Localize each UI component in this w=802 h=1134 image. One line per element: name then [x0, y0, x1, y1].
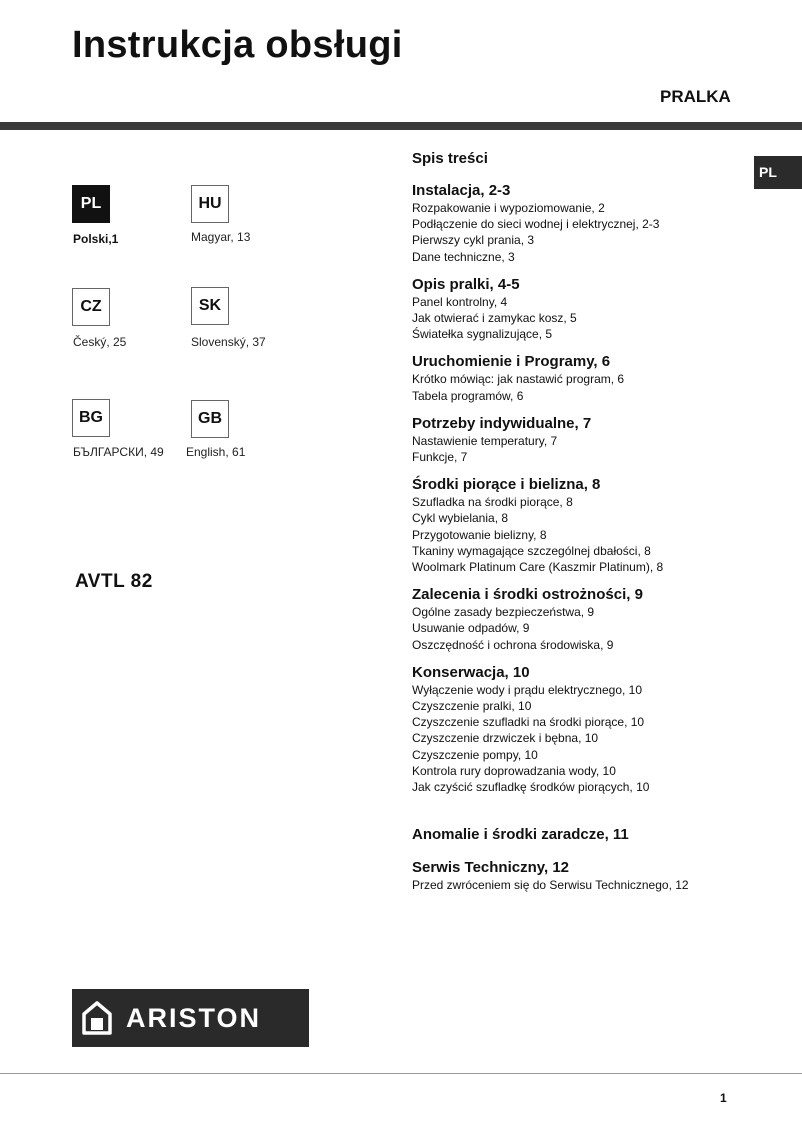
ariston-logo: [72, 989, 309, 1047]
toc-section-title[interactable]: Środki piorące i bielizna, 8: [412, 476, 601, 494]
toc-section-title[interactable]: Opis pralki, 4-5: [412, 275, 520, 293]
toc-section-title[interactable]: Anomalie i środki zaradcze, 11: [412, 826, 629, 844]
toc-item[interactable]: Panel kontrolny, 4: [412, 294, 508, 309]
page-number: 1: [720, 1091, 727, 1105]
home-icon: [82, 1001, 112, 1035]
table-of-contents: [412, 150, 792, 903]
toc-item[interactable]: Czyszczenie szufladki na środki piorące, 10: [412, 715, 645, 730]
lang-label-bg[interactable]: БЪЛГАРСКИ, 49: [73, 445, 164, 459]
toc-section: [412, 181, 792, 265]
toc-section-title[interactable]: Instalacja, 2-3: [412, 182, 511, 199]
lang-label-sk[interactable]: Slovenský, 37: [191, 335, 266, 349]
toc-item[interactable]: Wyłączenie wody i prądu elektrycznego, 10: [412, 682, 643, 697]
toc-item[interactable]: Czyszczenie pralki, 10: [412, 699, 532, 714]
lang-label-cz[interactable]: Český, 25: [73, 335, 127, 349]
toc-item[interactable]: Jak czyścić szufladkę środków piorących, 10: [412, 780, 650, 795]
toc-item[interactable]: Kontrola rury doprowadzania wody, 10: [412, 763, 616, 778]
lang-box-pl[interactable]: PL: [72, 185, 110, 223]
toc-section: [412, 475, 792, 575]
toc-item[interactable]: Woolmark Platinum Care (Kaszmir Platinum), 8: [412, 560, 664, 575]
toc-item[interactable]: Nastawienie temperatury, 7: [412, 433, 558, 448]
toc-item[interactable]: Podłączenie do sieci wodnej i elektrycznej, 2-3: [412, 217, 660, 232]
toc-item[interactable]: Czyszczenie pompy, 10: [412, 747, 538, 762]
toc-item[interactable]: Dane techniczne, 3: [412, 249, 515, 264]
lang-label-pl[interactable]: Polski,1: [73, 232, 119, 246]
toc-heading: Spis treści: [412, 150, 488, 167]
toc-item[interactable]: Światełka sygnalizujące, 5: [412, 327, 553, 342]
toc-section: [412, 414, 792, 465]
footer-divider: [0, 1073, 802, 1074]
toc-item[interactable]: Ogólne zasady bezpieczeństwa, 9: [412, 605, 595, 620]
toc-item[interactable]: Szufladka na środki piorące, 8: [412, 495, 573, 510]
toc-item[interactable]: Usuwanie odpadów, 9: [412, 621, 530, 636]
product-type: PRALKA: [660, 87, 731, 106]
toc-section-title[interactable]: Potrzeby indywidualne, 7: [412, 414, 592, 432]
model-name: AVTL 82: [75, 571, 153, 592]
toc-section: [412, 275, 792, 343]
lang-box-gb[interactable]: GB: [191, 400, 229, 438]
toc-item[interactable]: Krótko mówiąc: jak nastawić program, 6: [412, 372, 625, 387]
toc-item[interactable]: Funkcje, 7: [412, 450, 468, 465]
lang-label-hu[interactable]: Magyar, 13: [191, 230, 251, 244]
lang-box-hu[interactable]: HU: [191, 185, 229, 223]
document-title: Instrukcja obsługi: [72, 24, 403, 66]
toc-item[interactable]: Tkaniny wymagające szczególnej dbałości, 8: [412, 543, 651, 558]
toc-item[interactable]: Jak otwierać i zamykac kosz, 5: [412, 311, 577, 326]
toc-item[interactable]: Tabela programów, 6: [412, 388, 524, 403]
toc-section-title[interactable]: Zalecenia i środki ostrożności, 9: [412, 586, 643, 604]
toc-section: [412, 352, 792, 403]
language-tab: PL: [754, 156, 802, 189]
header-divider: [0, 122, 802, 130]
toc-section: [412, 825, 792, 844]
toc-section-title[interactable]: Serwis Techniczny, 12: [412, 859, 570, 877]
lang-label-gb[interactable]: English, 61: [186, 445, 246, 459]
toc-item[interactable]: Przygotowanie bielizny, 8: [412, 527, 547, 542]
lang-box-sk[interactable]: SK: [191, 287, 229, 325]
toc-item[interactable]: Czyszczenie drzwiczek i bębna, 10: [412, 731, 599, 746]
lang-box-cz[interactable]: CZ: [72, 288, 110, 326]
toc-section: [412, 858, 792, 893]
toc-item[interactable]: Oszczędność i ochrona środowiska, 9: [412, 637, 614, 652]
toc-section: [412, 663, 792, 795]
lang-box-bg[interactable]: BG: [72, 399, 110, 437]
toc-section-title[interactable]: Konserwacja, 10: [412, 663, 530, 681]
toc-section-title[interactable]: Uruchomienie i Programy, 6: [412, 353, 611, 371]
toc-section: [412, 585, 792, 653]
toc-item[interactable]: Cykl wybielania, 8: [412, 511, 509, 526]
toc-item[interactable]: Pierwszy cykl prania, 3: [412, 233, 535, 248]
toc-item[interactable]: Przed zwróceniem się do Serwisu Technicznego, 12: [412, 878, 689, 893]
logo-text: ARISTON: [126, 1002, 262, 1033]
toc-item[interactable]: Rozpakowanie i wypoziomowanie, 2: [412, 201, 605, 215]
